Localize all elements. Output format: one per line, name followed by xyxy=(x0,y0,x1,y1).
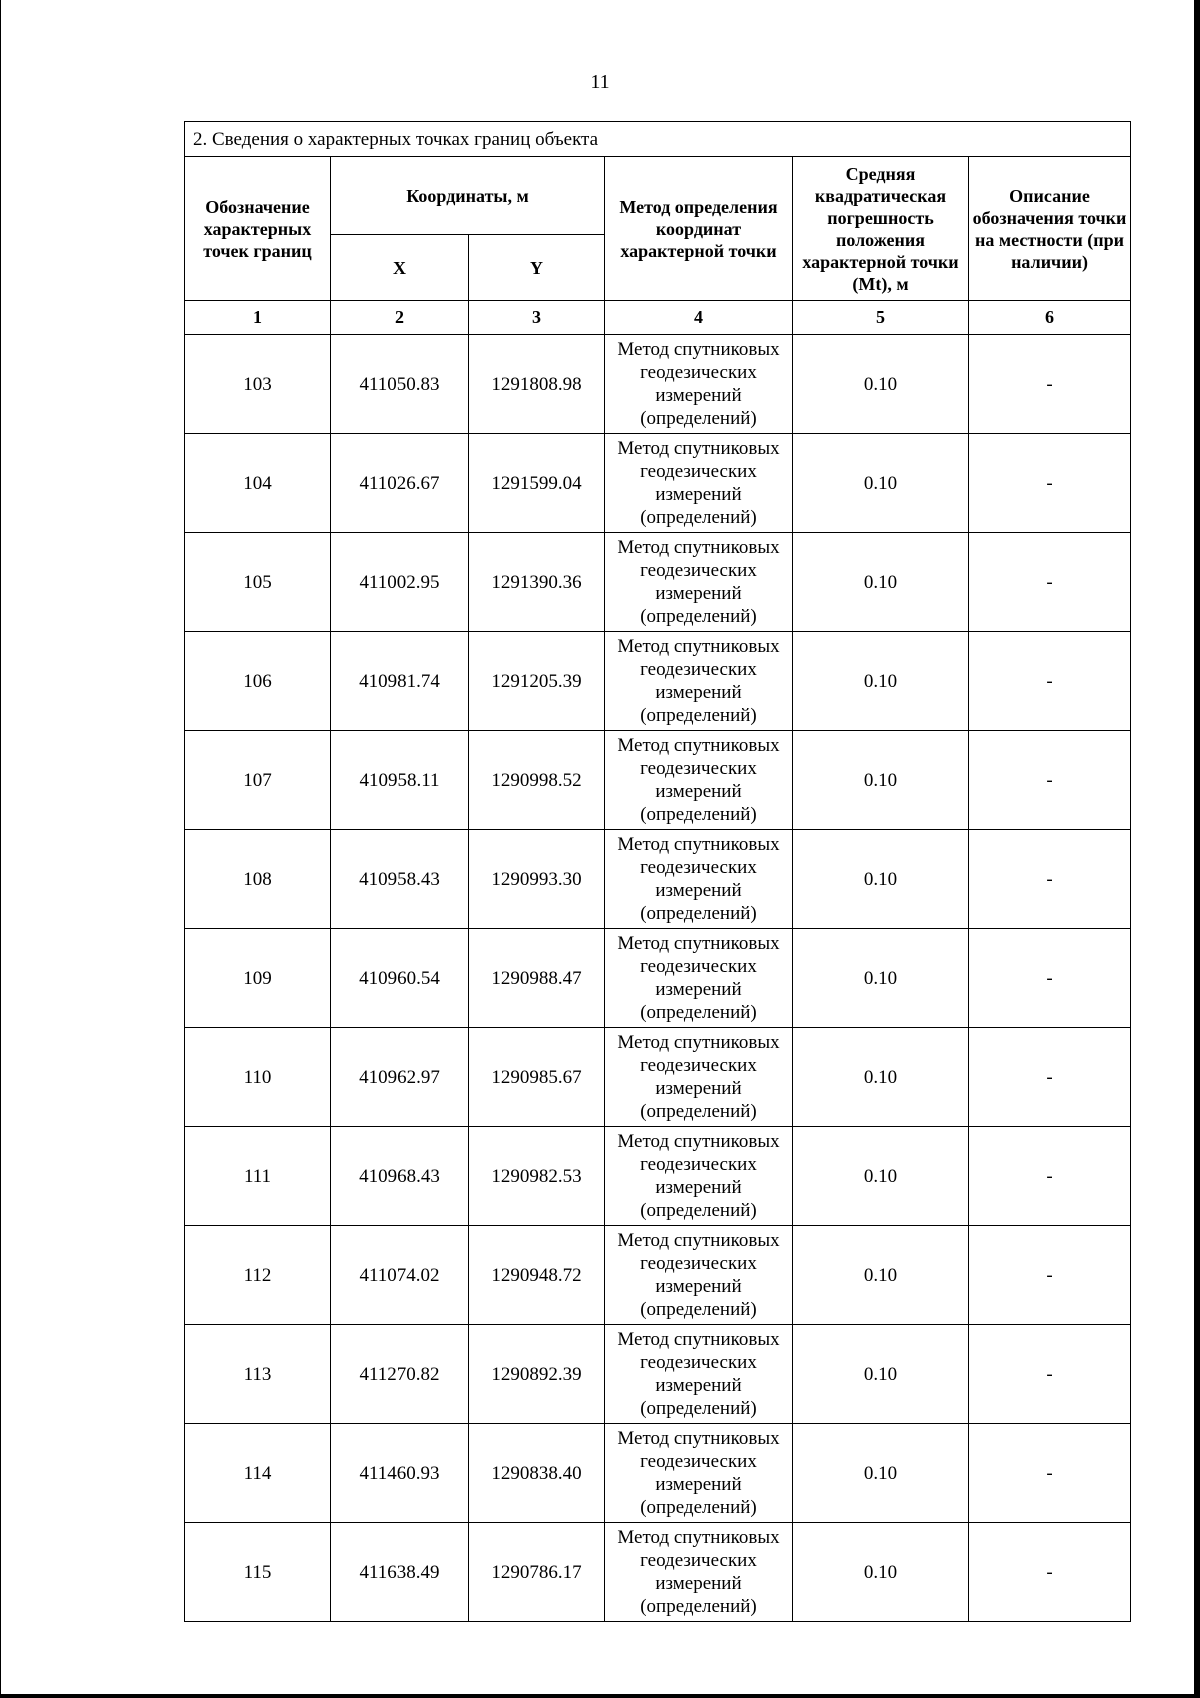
point-id: 106 xyxy=(185,632,331,731)
description: - xyxy=(969,632,1131,731)
table-row xyxy=(185,929,1131,1028)
error-value: 0.10 xyxy=(793,1028,969,1127)
description: - xyxy=(969,1325,1131,1424)
error-value: 0.10 xyxy=(793,335,969,434)
error-value: 0.10 xyxy=(793,632,969,731)
coord-x: 410958.43 xyxy=(331,830,469,929)
coord-y: 1290786.17 xyxy=(469,1523,605,1622)
error-value: 0.10 xyxy=(793,1424,969,1523)
coord-x: 410968.43 xyxy=(331,1127,469,1226)
description: - xyxy=(969,1226,1131,1325)
description: - xyxy=(969,1424,1131,1523)
error-value: 0.10 xyxy=(793,1523,969,1622)
description: - xyxy=(969,929,1131,1028)
point-id: 109 xyxy=(185,929,331,1028)
coord-y: 1290998.52 xyxy=(469,731,605,830)
error-value: 0.10 xyxy=(793,929,969,1028)
point-id: 108 xyxy=(185,830,331,929)
coord-y: 1290985.67 xyxy=(469,1028,605,1127)
error-value: 0.10 xyxy=(793,1226,969,1325)
method: Метод спутниковых геодезических измерений (определений) xyxy=(605,533,793,632)
table-row xyxy=(185,533,1131,632)
coord-y: 1291205.39 xyxy=(469,632,605,731)
header-y: Y xyxy=(469,235,605,301)
header-error: Средняя квадратическая погрешность положения характерной точки (Mt), м xyxy=(793,157,969,301)
coord-y: 1290988.47 xyxy=(469,929,605,1028)
method: Метод спутниковых геодезических измерений (определений) xyxy=(605,929,793,1028)
method: Метод спутниковых геодезических измерений (определений) xyxy=(605,731,793,830)
method: Метод спутниковых геодезических измерений (определений) xyxy=(605,1325,793,1424)
coord-y: 1290948.72 xyxy=(469,1226,605,1325)
header-coordinates: Координаты, м xyxy=(331,157,605,235)
error-value: 0.10 xyxy=(793,1127,969,1226)
point-id: 104 xyxy=(185,434,331,533)
description: - xyxy=(969,1523,1131,1622)
header-x: X xyxy=(331,235,469,301)
description: - xyxy=(969,533,1131,632)
error-value: 0.10 xyxy=(793,1325,969,1424)
coord-y: 1291599.04 xyxy=(469,434,605,533)
point-id: 113 xyxy=(185,1325,331,1424)
point-id: 111 xyxy=(185,1127,331,1226)
coord-x: 410981.74 xyxy=(331,632,469,731)
table-row xyxy=(185,335,1131,434)
table-row xyxy=(185,1028,1131,1127)
table-row xyxy=(185,1523,1131,1622)
coord-x: 411026.67 xyxy=(331,434,469,533)
coord-x: 411638.49 xyxy=(331,1523,469,1622)
coord-x: 411270.82 xyxy=(331,1325,469,1424)
coord-y: 1290993.30 xyxy=(469,830,605,929)
method: Метод спутниковых геодезических измерений (определений) xyxy=(605,1523,793,1622)
column-number: 1 xyxy=(185,301,331,335)
coord-x: 410960.54 xyxy=(331,929,469,1028)
coord-x: 411074.02 xyxy=(331,1226,469,1325)
coord-y: 1290838.40 xyxy=(469,1424,605,1523)
method: Метод спутниковых геодезических измерений (определений) xyxy=(605,1226,793,1325)
coord-y: 1291390.36 xyxy=(469,533,605,632)
boundary-points-table xyxy=(184,121,1131,1622)
coord-x: 410958.11 xyxy=(331,731,469,830)
coord-y: 1290982.53 xyxy=(469,1127,605,1226)
table-row xyxy=(185,1226,1131,1325)
description: - xyxy=(969,335,1131,434)
method: Метод спутниковых геодезических измерений (определений) xyxy=(605,335,793,434)
table-row xyxy=(185,1424,1131,1523)
method: Метод спутниковых геодезических измерений (определений) xyxy=(605,1127,793,1226)
column-number: 2 xyxy=(331,301,469,335)
method: Метод спутниковых геодезических измерений (определений) xyxy=(605,830,793,929)
point-id: 115 xyxy=(185,1523,331,1622)
page-number: 11 xyxy=(590,71,610,93)
table-caption: 2. Сведения о характерных точках границ объекта xyxy=(185,122,1131,157)
error-value: 0.10 xyxy=(793,533,969,632)
description: - xyxy=(969,1028,1131,1127)
table-row xyxy=(185,632,1131,731)
column-number: 4 xyxy=(605,301,793,335)
point-id: 112 xyxy=(185,1226,331,1325)
error-value: 0.10 xyxy=(793,434,969,533)
error-value: 0.10 xyxy=(793,830,969,929)
coord-y: 1290892.39 xyxy=(469,1325,605,1424)
column-number: 3 xyxy=(469,301,605,335)
coord-x: 411050.83 xyxy=(331,335,469,434)
header-method: Метод определения координат характерной точки xyxy=(605,157,793,301)
header-description: Описание обозначения точки на местности (при наличии) xyxy=(969,157,1131,301)
point-id: 103 xyxy=(185,335,331,434)
point-id: 107 xyxy=(185,731,331,830)
column-number: 5 xyxy=(793,301,969,335)
point-id: 105 xyxy=(185,533,331,632)
method: Метод спутниковых геодезических измерений (определений) xyxy=(605,1028,793,1127)
coord-x: 411002.95 xyxy=(331,533,469,632)
table-row xyxy=(185,731,1131,830)
description: - xyxy=(969,1127,1131,1226)
table-row xyxy=(185,830,1131,929)
table-row xyxy=(185,1325,1131,1424)
description: - xyxy=(969,731,1131,830)
table-row xyxy=(185,434,1131,533)
point-id: 114 xyxy=(185,1424,331,1523)
method: Метод спутниковых геодезических измерений (определений) xyxy=(605,1424,793,1523)
coord-y: 1291808.98 xyxy=(469,335,605,434)
method: Метод спутниковых геодезических измерений (определений) xyxy=(605,632,793,731)
error-value: 0.10 xyxy=(793,731,969,830)
coord-x: 411460.93 xyxy=(331,1424,469,1523)
point-id: 110 xyxy=(185,1028,331,1127)
column-number: 6 xyxy=(969,301,1131,335)
table-row xyxy=(185,1127,1131,1226)
description: - xyxy=(969,434,1131,533)
coord-x: 410962.97 xyxy=(331,1028,469,1127)
description: - xyxy=(969,830,1131,929)
method: Метод спутниковых геодезических измерений (определений) xyxy=(605,434,793,533)
header-designation: Обозначение характерных точек границ xyxy=(185,157,331,301)
